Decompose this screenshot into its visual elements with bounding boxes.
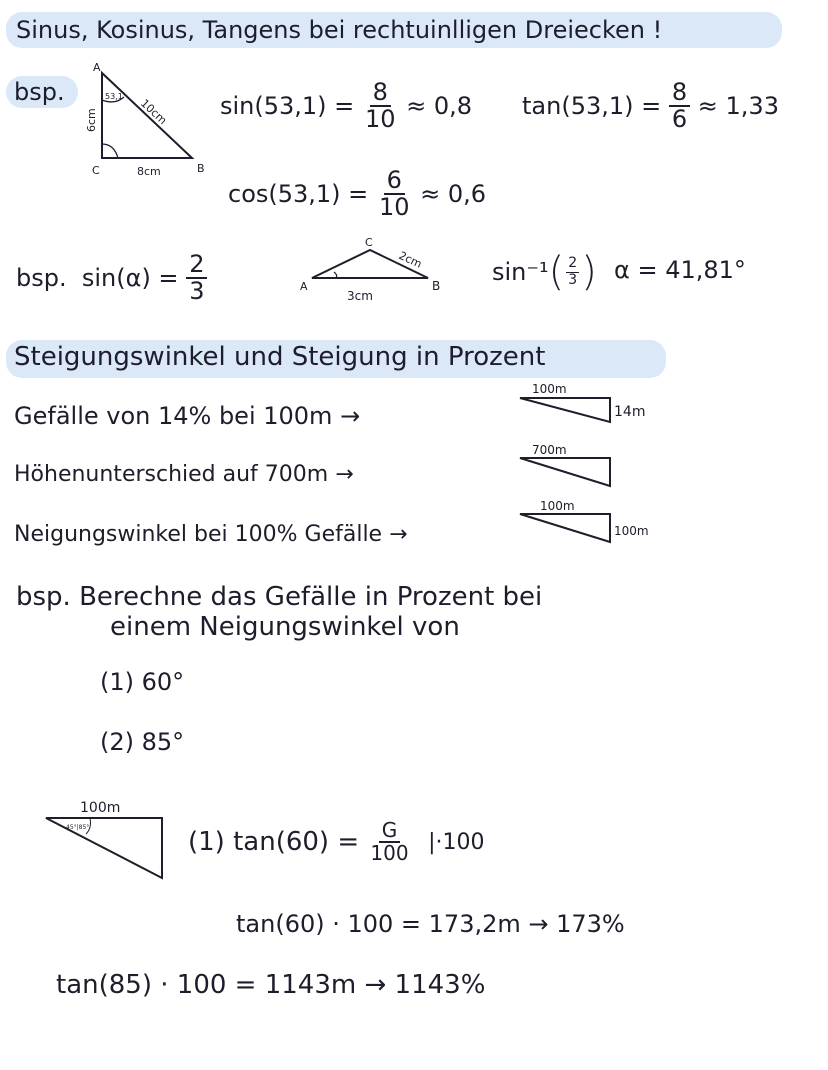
solution-eq2: tan(60) · 100 = 173,2m → 173%: [236, 910, 625, 938]
slope-tri-1-top: 100m: [532, 382, 567, 396]
ex1-tri-cb: 8cm: [137, 165, 161, 178]
ex1-label: bsp.: [14, 78, 65, 106]
solution-tri-angle: 45°|85°: [66, 824, 90, 831]
ex2-tri-B: B: [432, 279, 441, 293]
task-item-1: (1) 60°: [100, 668, 185, 696]
ex2-tri-cb: 2cm: [396, 248, 424, 271]
ex2-tri-A: A: [300, 280, 308, 293]
slope-tri-3-side: 100m: [614, 524, 649, 538]
ex1-tan: tan(53,1) = $\frac{8}{6}$ ≈ 1,33: [522, 78, 779, 134]
solution-tri-top: 100m: [80, 800, 121, 816]
ex1-tri-hyp: 10cm: [137, 96, 170, 128]
slope-line-2: Höhenunterschied auf 700m →: [14, 462, 354, 487]
ex1-tri-A: A: [93, 61, 101, 74]
slope-tri-1-side: 14m: [614, 404, 646, 420]
ex2-inverse: sin⁻¹ ( $\frac{2}{3}$ ): [492, 249, 597, 295]
ex2-tri-C: C: [365, 236, 373, 249]
ex1-tri-ac: 6cm: [85, 108, 98, 132]
slope-line-3: Neigungswinkel bei 100% Gefälle →: [14, 522, 408, 547]
ex1-tri-angle: 53,1: [105, 92, 123, 101]
solution-eq1: (1) tan(60) = $\frac{G}{100}$ |·100: [188, 818, 485, 865]
ex2-result: α = 41,81°: [614, 256, 746, 284]
ex1-sin: sin(53,1) = $\frac{8}{10}$ ≈ 0,8: [220, 78, 473, 134]
slope-tri-3-top: 100m: [540, 499, 575, 513]
task-line-1: bsp. Berechne das Gefälle in Prozent bei: [16, 582, 543, 612]
task-item-2: (2) 85°: [100, 728, 185, 756]
ex2-tri-ab: 3cm: [347, 289, 373, 303]
ex1-cos: cos(53,1) = $\frac{6}{10}$ ≈ 0,6: [228, 166, 487, 222]
ex2-sin: bsp. sin(α) = $\frac{2}{3}$: [16, 252, 207, 304]
page-title: Sinus, Kosinus, Tangens bei rechtuinlligen Dreiecken !: [16, 16, 663, 44]
section2-title: Steigungswinkel und Steigung in Prozent: [14, 342, 546, 372]
ex1-tri-B: B: [197, 162, 205, 175]
solution-eq3: tan(85) · 100 = 1143m → 1143%: [56, 970, 486, 1000]
task-line-2: einem Neigungswinkel von: [110, 612, 460, 642]
slope-tri-2-top: 700m: [532, 443, 567, 457]
ex1-tri-C: C: [92, 164, 100, 177]
slope-line-1: Gefälle von 14% bei 100m →: [14, 402, 361, 430]
